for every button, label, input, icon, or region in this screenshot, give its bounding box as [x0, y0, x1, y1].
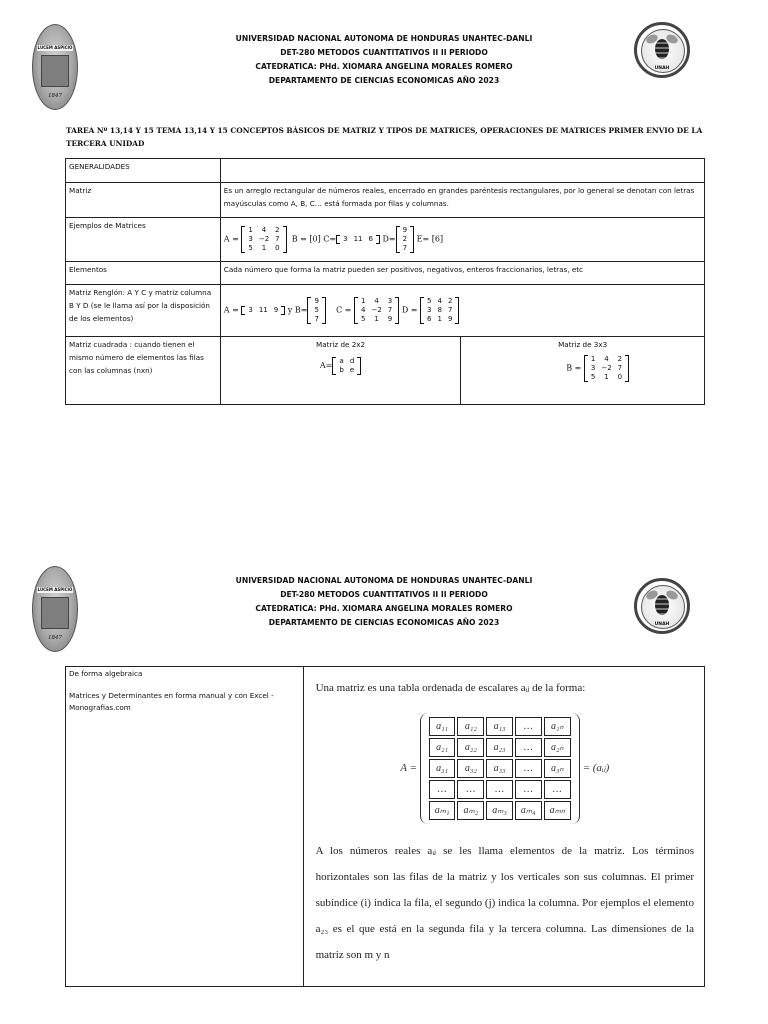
matrix-row: [429, 717, 571, 736]
matrix-row: [245, 244, 282, 253]
column-matrix-b: [307, 297, 325, 324]
unah-bee-logo: [634, 578, 690, 634]
matrix-row: [245, 306, 281, 315]
matrix-entry: a₂₃: [486, 738, 513, 757]
matrix-entry: d: [349, 357, 355, 365]
matrix-entry: 1: [604, 373, 609, 381]
matrix-entry: 11: [258, 306, 268, 314]
matrix-entry: 7: [447, 306, 453, 314]
header-line-1: UNIVERSIDAD NACIONAL AUTONOMA DE HONDURAS UNAHTEC-DANLI: [235, 34, 533, 43]
matrix-entry: −2: [371, 306, 382, 314]
matrix-b-label: y B=: [287, 305, 308, 315]
matrix-row: [588, 373, 625, 382]
matrix-a-label: A =: [223, 305, 239, 315]
matrix-entry: 9: [447, 315, 453, 323]
square-2x2-label: A=: [319, 361, 333, 370]
matrix-entry: a₁₂: [457, 717, 484, 736]
general-matrix-equation: [316, 713, 694, 824]
matrix-entry: 5: [590, 373, 596, 381]
matrix-entry: 0: [275, 244, 280, 252]
general-matrix: [420, 713, 580, 824]
row-column-examples: [220, 285, 704, 337]
matrix-row: [358, 297, 395, 306]
row-label: Matriz: [66, 183, 221, 218]
matrix-entry: 7: [275, 235, 280, 243]
matrix-entry: 1: [361, 297, 366, 305]
matrix-entry: 9: [273, 306, 279, 314]
matrix-a-label: A =: [223, 234, 239, 244]
explanation-paragraph: A los números reales aᵢⱼ se les llama elementos de la matriz. Los términos horizontales son las filas de la matriz y los verticales son sus columnas. El primer subíndice (i) indica la fila, el segundo (j) indica la columna. Por ejemplos el elemento a₂₃ es el que está en la segunda fila y la tercera columna. Las dimensiones de la matriz son m y n: [315, 845, 694, 961]
matrix-entry: 3: [590, 364, 596, 372]
matrix-entry: a₁₃: [486, 717, 513, 736]
seal-year: 1847: [48, 635, 62, 641]
matrix-entry: aₘ₁: [429, 801, 456, 820]
matrix-c-label: C=: [323, 234, 337, 244]
matrix-c-label: C =: [336, 305, 352, 315]
source-reference: Matrices y Determinantes en forma manual y con Excel - Monografias.com: [69, 691, 274, 712]
matriz-definition: Es un arreglo rectangular de números reales, encerrado en grandes paréntesis rectangulares, por lo general se denotan con letras mayúsculas como A, B, C… está formada por filas y columnas.: [220, 183, 704, 218]
matrix-entry: a₃₁: [429, 759, 456, 778]
matrix-entry: 1: [374, 315, 379, 323]
seal-year: 1847: [48, 93, 62, 99]
header-line-4: DEPARTAMENTO DE CIENCIAS ECONOMICAS AÑO 2023: [268, 76, 500, 85]
matrix-row: [245, 226, 282, 235]
matrix-entry: 8: [437, 306, 442, 314]
square-3x3-label: B =: [566, 363, 582, 373]
matrix-c: [354, 297, 399, 324]
table-row: [66, 337, 705, 405]
matrix-row: [588, 355, 625, 364]
matrix-entry: aₘ₄: [515, 801, 542, 820]
square-3x3-title: Matriz de 3x3: [558, 340, 608, 349]
matrix-entry: aₘₙ: [544, 801, 571, 820]
university-seal-logo: [32, 24, 78, 110]
matrix-row: [429, 801, 571, 820]
seal-inner-emblem: [41, 55, 69, 87]
matrix-e-label: E= [6]: [416, 234, 444, 244]
matrix-entry: a₁₁: [429, 717, 456, 736]
matrix-entry: 2: [617, 355, 623, 363]
matrix-entry: 3: [427, 306, 432, 314]
matrix-row: [400, 235, 410, 244]
matrix-entry: 3: [248, 306, 253, 314]
matrix-entry: a₂₁: [429, 738, 456, 757]
seal-band-text: LUCEM ASPICIO: [37, 587, 73, 592]
matrix-3x3: [584, 355, 629, 382]
matrix-entry: aₘ₂: [457, 801, 484, 820]
matrix-row: [311, 297, 321, 306]
matrix-row: [400, 244, 410, 253]
matrix-row: [340, 235, 376, 244]
matrix-entry: 4: [261, 226, 267, 234]
matrix-row: [311, 306, 321, 315]
matrix-entry: aₘ₃: [486, 801, 513, 820]
general-matrix-label: A =: [400, 762, 417, 775]
matrix-entry: 1: [590, 355, 596, 363]
matrix-entry: 4: [361, 306, 366, 314]
matrix-row: [245, 235, 282, 244]
matrix-entry: 1: [261, 244, 267, 252]
table-row: [66, 218, 705, 262]
matrix-entry: e: [349, 366, 355, 374]
matrix-entry: 0: [617, 373, 623, 381]
matrix-concepts-table: [65, 158, 705, 405]
matrix-row: [429, 759, 571, 778]
bee-icon: [655, 595, 669, 615]
matrix-entry: 9: [387, 315, 393, 323]
row-matrix-a: [241, 306, 285, 315]
matrix-d: [396, 226, 414, 253]
matrix-definition-image: [303, 667, 704, 987]
matrix-entry: 7: [387, 306, 393, 314]
matrix-row: [588, 364, 625, 373]
matrix-entry: 3: [248, 235, 253, 243]
matrix-entry: 4: [374, 297, 379, 305]
unah-bee-logo: [634, 22, 690, 78]
row-label: Ejemplos de Matrices: [66, 218, 221, 262]
matrix-entry: a₃₂: [457, 759, 484, 778]
algebraic-title: De forma algebraica: [69, 669, 143, 678]
matrix-entry: −2: [258, 235, 270, 243]
row-label: Elementos: [66, 262, 221, 285]
matrix-entry: 1: [437, 315, 442, 323]
matrix-entry: 9: [314, 297, 319, 305]
matrix-entry: 7: [402, 244, 408, 252]
matrix-entry: 5: [248, 244, 253, 252]
header-line-3: CATEDRATICA: PHd. XIOMARA ANGELINA MORALES ROMERO: [255, 604, 513, 613]
matrix-entry: 1: [248, 226, 253, 234]
matrix-entry: a: [339, 357, 344, 365]
elementos-text: Cada número que forma la matriz pueden ser positivos, negativos, enteros fraccionarios, letras, etc: [220, 262, 704, 285]
header-line-2: DET-280 METODOS CUANTITATIVOS II II PERIODO: [280, 590, 488, 599]
matrix-entry: 2: [447, 297, 453, 305]
square-2x2-title: Matriz de 2x2: [316, 340, 366, 349]
matrix-entry: …: [486, 780, 513, 799]
matrix-entry: …: [515, 780, 542, 799]
left-cell: [66, 667, 304, 987]
table-row: [66, 183, 705, 218]
matrix-entry: …: [515, 738, 542, 757]
bee-icon: [655, 39, 669, 59]
logo-label: UNAH: [654, 66, 670, 71]
matrix-entry: 3: [387, 297, 393, 305]
matrix-entry: 5: [427, 297, 432, 305]
matrix-entry: a₃₃: [486, 759, 513, 778]
header-line-3: CATEDRATICA: PHd. XIOMARA ANGELINA MORALES ROMERO: [255, 62, 513, 71]
matrix-row: [336, 366, 357, 375]
table-row: [66, 667, 705, 987]
matrix-entry: a₂ₙ: [544, 738, 571, 757]
row-label: Matriz cuadrada : cuando tienen el mismo número de elementos las filas con las columnas (nxn): [66, 337, 221, 405]
matrix-row: [424, 315, 455, 324]
row-label: Matriz Renglón: A Y C y matriz columna B Y D (se le llama así por la disposición de los elementos): [66, 285, 221, 337]
document-header: [160, 32, 608, 88]
row-label: GENERALIDADES: [66, 159, 221, 183]
logo-label: UNAH: [654, 622, 670, 627]
matrix-entry: 5: [314, 306, 319, 314]
matrix-entry: …: [515, 759, 542, 778]
matrix-d: [420, 297, 459, 324]
header-line-1: UNIVERSIDAD NACIONAL AUTONOMA DE HONDURAS UNAHTEC-DANLI: [235, 576, 533, 585]
matrix-entry: …: [515, 717, 542, 736]
matrix-entry: 6: [427, 315, 432, 323]
matrix-row: [358, 306, 395, 315]
seal-band-text: LUCEM ASPICIO: [37, 45, 73, 50]
matrix-entry: 7: [617, 364, 623, 372]
matrix-entry: a₁ₙ: [544, 717, 571, 736]
matrix-b-label: B = [0]: [291, 234, 321, 244]
table-row: [66, 285, 705, 337]
university-seal-logo: [32, 566, 78, 652]
square-3x3-cell: [461, 337, 705, 405]
matrix-entry: −2: [601, 364, 612, 372]
matrix-d-label: D =: [401, 305, 418, 315]
matrix-entry: …: [457, 780, 484, 799]
matrix-row: [429, 738, 571, 757]
matrix-entry: 2: [402, 235, 408, 243]
matrix-row: [424, 306, 455, 315]
matrix-entry: a₃ₙ: [544, 759, 571, 778]
examples-cell: [220, 218, 704, 262]
matrix-entry: 4: [437, 297, 442, 305]
table-row: [66, 262, 705, 285]
matrix-entry: …: [429, 780, 456, 799]
matrix-row: [400, 226, 410, 235]
matrix-entry: a₂₂: [457, 738, 484, 757]
matrix-row: [429, 780, 571, 799]
matrix-entry: 7: [314, 315, 319, 323]
table-row: [66, 159, 705, 183]
matrix-entry: 6: [368, 235, 373, 243]
header-line-4: DEPARTAMENTO DE CIENCIAS ECONOMICAS AÑO 2023: [268, 618, 500, 627]
square-2x2-cell: [220, 337, 461, 405]
matrix-entry: …: [544, 780, 571, 799]
matrix-a: [241, 226, 286, 253]
matrix-row: [424, 297, 455, 306]
matrix-row: [311, 315, 321, 324]
matrix-d-label: D=: [382, 234, 396, 244]
matrix-row: [336, 357, 357, 366]
header-line-2: DET-280 METODOS CUANTITATIVOS II II PERIODO: [280, 48, 488, 57]
algebraic-form-table: [65, 666, 705, 987]
document-header: [160, 574, 608, 630]
matrix-entry: 2: [275, 226, 280, 234]
matrix-2x2: [332, 357, 361, 375]
matrix-entry: 3: [343, 235, 348, 243]
matrix-c: [336, 235, 380, 244]
seal-inner-emblem: [41, 597, 69, 629]
intro-text: Una matriz es una tabla ordenada de escalares aᵢⱼ de la forma:: [315, 682, 586, 694]
general-matrix-equals: = (aᵢⱼ): [582, 762, 610, 775]
matrix-entry: b: [339, 366, 344, 374]
matrix-entry: 4: [604, 355, 609, 363]
task-title: TAREA Nº 13,14 Y 15 TEMA 13,14 Y 15 CONCEPTOS BÁSICOS DE MATRIZ Y TIPOS DE MATRICES, OPERACIONES DE MATRICES PRIMER ENVIO DE LA TERCERA UNIDAD: [66, 126, 703, 148]
matrix-entry: 5: [361, 315, 366, 323]
matrix-entry: 9: [402, 226, 408, 234]
matrix-row: [358, 315, 395, 324]
matrix-entry: 11: [353, 235, 363, 243]
